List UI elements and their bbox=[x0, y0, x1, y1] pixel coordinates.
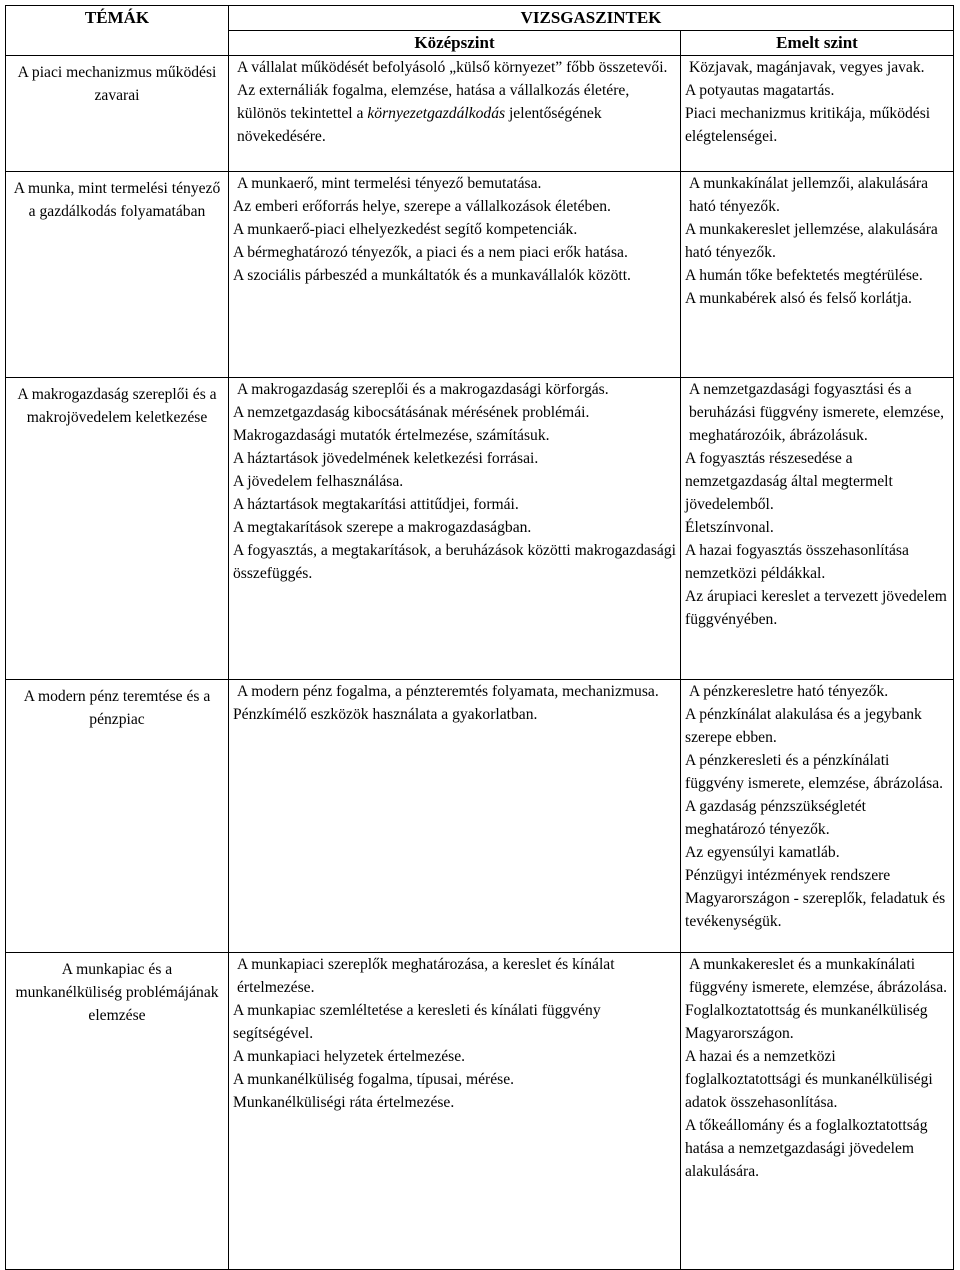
high-level-cell bbox=[681, 953, 954, 1270]
high-item: A munkabérek alsó és felső korlátja. bbox=[685, 290, 912, 307]
high-item: A hazai fogyasztás összehasonlítása nemzetközi példákkal. bbox=[685, 542, 909, 582]
mid-item: Az emberi erőforrás helye, szerepe a vállalkozások életében. bbox=[233, 198, 611, 215]
high-level-header: Emelt szint bbox=[681, 31, 954, 56]
high-item: A potyautas magatartás. bbox=[685, 82, 835, 99]
high-item: A pénzkínálat alakulása és a jegybank szerepe ebben. bbox=[685, 706, 922, 746]
mid-item: Pénzkímélő eszközök használata a gyakorlatban. bbox=[233, 706, 538, 723]
mid-item bbox=[233, 79, 677, 148]
mid-item: Munkanélküliségi ráta értelmezése. bbox=[233, 1094, 455, 1111]
high-item: Életszínvonal. bbox=[685, 519, 774, 536]
high-item: Közjavak, magánjavak, vegyes javak. bbox=[689, 59, 925, 76]
high-item: Az árupiaci kereslet a tervezett jövedelem függvényében. bbox=[685, 588, 947, 628]
mid-item: A munkaerő-piaci elhelyezkedést segítő kompetenciák. bbox=[233, 221, 578, 238]
high-item: A fogyasztás részesedése a nemzetgazdaság által megtermelt jövedelemből. bbox=[685, 450, 893, 513]
topic-text: A munkapiac és a munkanélküliség problémájának elemzése bbox=[15, 961, 219, 1024]
high-level-cell bbox=[681, 680, 954, 953]
high-item: Piaci mechanizmus kritikája, működési elégtelenségei. bbox=[685, 105, 931, 145]
mid-item: A megtakarítások szerepe a makrogazdaságban. bbox=[233, 519, 532, 536]
topic-cell bbox=[6, 172, 229, 378]
topic-cell bbox=[6, 56, 229, 172]
table-row bbox=[6, 56, 954, 172]
header-row bbox=[6, 6, 954, 31]
table-row bbox=[6, 172, 954, 378]
high-item: Foglalkoztatottság és munkanélküliség Magyarországon. bbox=[685, 1002, 928, 1042]
high-item: A tőkeállomány és a foglalkoztatottság hatása a nemzetgazdasági jövedelem alakulására. bbox=[685, 1117, 928, 1180]
topic-text: A modern pénz teremtése és a pénzpiac bbox=[23, 688, 211, 728]
high-level-cell bbox=[681, 378, 954, 680]
high-level-cell bbox=[681, 56, 954, 172]
topic-cell bbox=[6, 378, 229, 680]
mid-item-text: jelentőségének növekedésére. bbox=[237, 105, 602, 145]
mid-level-cell bbox=[229, 172, 681, 378]
mid-level-cell bbox=[229, 56, 681, 172]
topic-text: A piaci mechanizmus működési zavarai bbox=[17, 64, 217, 104]
topic-text: A munka, mint termelési tényező a gazdálkodás folyamatában bbox=[13, 180, 221, 220]
mid-level-cell bbox=[229, 680, 681, 953]
mid-item: Makrogazdasági mutatók értelmezése, számításuk. bbox=[233, 427, 550, 444]
mid-item-emphasis: környezetgazdálkodás bbox=[367, 105, 506, 122]
mid-item: A munkanélküliség fogalma, típusai, mérése. bbox=[233, 1071, 515, 1088]
exam-topics-table bbox=[5, 5, 954, 1270]
high-item: A pénzkeresleti és a pénzkínálati függvény ismerete, elemzése, ábrázolása. bbox=[685, 752, 944, 792]
mid-level-header: Középszint bbox=[229, 31, 681, 56]
high-item: A gazdaság pénzszükségletét meghatározó tényezők. bbox=[685, 798, 866, 838]
high-item: A munkakereslet és a munkakínálati függvény ismerete, elemzése, ábrázolása. bbox=[689, 956, 948, 996]
high-item: A nemzetgazdasági fogyasztási és a beruházási függvény ismerete, elemzése, meghatározóik, ábrázolásuk. bbox=[689, 381, 945, 444]
mid-item: A munkaerő, mint termelési tényező bemutatása. bbox=[237, 175, 542, 192]
table-row bbox=[6, 680, 954, 953]
mid-item: A makrogazdaság szereplői és a makrogazdasági körforgás. bbox=[237, 381, 609, 398]
high-item: A munkakínálat jellemzői, alakulására ható tényezők. bbox=[689, 175, 929, 215]
mid-item: A bérmeghatározó tényezők, a piaci és a nem piaci erők hatása. bbox=[233, 244, 628, 261]
table-row bbox=[6, 378, 954, 680]
levels-header: VIZSGASZINTEK bbox=[229, 6, 954, 31]
mid-item: A háztartások megtakarítási attitűdjei, formái. bbox=[233, 496, 519, 513]
topic-text: A makrogazdaság szereplői és a makrojövedelem keletkezése bbox=[17, 386, 217, 426]
mid-level-cell bbox=[229, 953, 681, 1270]
mid-item-text: Az externáliák fogalma, elemzése, hatása a vállalkozás életére, különös tekintettel a bbox=[237, 82, 630, 122]
mid-item: A fogyasztás, a megtakarítások, a beruházások közötti makrogazdasági összefüggés. bbox=[233, 542, 676, 582]
high-item: A pénzkeresletre ható tényezők. bbox=[689, 683, 889, 700]
topic-cell bbox=[6, 680, 229, 953]
topic-cell bbox=[6, 953, 229, 1270]
mid-item: A munkapiaci szereplők meghatározása, a kereslet és kínálat értelmezése. bbox=[237, 956, 615, 996]
topics-header: TÉMÁK bbox=[6, 6, 229, 56]
high-item: A munkakereslet jellemzése, alakulására ható tényezők. bbox=[685, 221, 938, 261]
high-level-cell bbox=[681, 172, 954, 378]
mid-item: A szociális párbeszéd a munkáltatók és a munkavállalók között. bbox=[233, 267, 631, 284]
mid-item: A jövedelem felhasználása. bbox=[233, 473, 404, 490]
mid-item: A munkapiaci helyzetek értelmezése. bbox=[233, 1048, 466, 1065]
mid-level-cell bbox=[229, 378, 681, 680]
mid-item: A vállalat működését befolyásoló „külső környezet” főbb összetevői. bbox=[237, 59, 668, 76]
mid-item: A nemzetgazdaság kibocsátásának mérésének problémái. bbox=[233, 404, 590, 421]
high-item: Pénzügyi intézmények rendszere Magyarországon - szereplők, feladatuk és tevékenységük. bbox=[685, 867, 946, 930]
high-item: A hazai és a nemzetközi foglalkoztatottsági és munkanélküliségi adatok összehasonlítása. bbox=[685, 1048, 933, 1111]
high-item: Az egyensúlyi kamatláb. bbox=[685, 844, 840, 861]
mid-item: A modern pénz fogalma, a pénzteremtés folyamata, mechanizmusa. bbox=[237, 683, 659, 700]
mid-item: A munkapiac szemléltetése a keresleti és kínálati függvény segítségével. bbox=[233, 1002, 601, 1042]
table-row bbox=[6, 953, 954, 1270]
high-item: A humán tőke befektetés megtérülése. bbox=[685, 267, 923, 284]
mid-item: A háztartások jövedelmének keletkezési forrásai. bbox=[233, 450, 539, 467]
